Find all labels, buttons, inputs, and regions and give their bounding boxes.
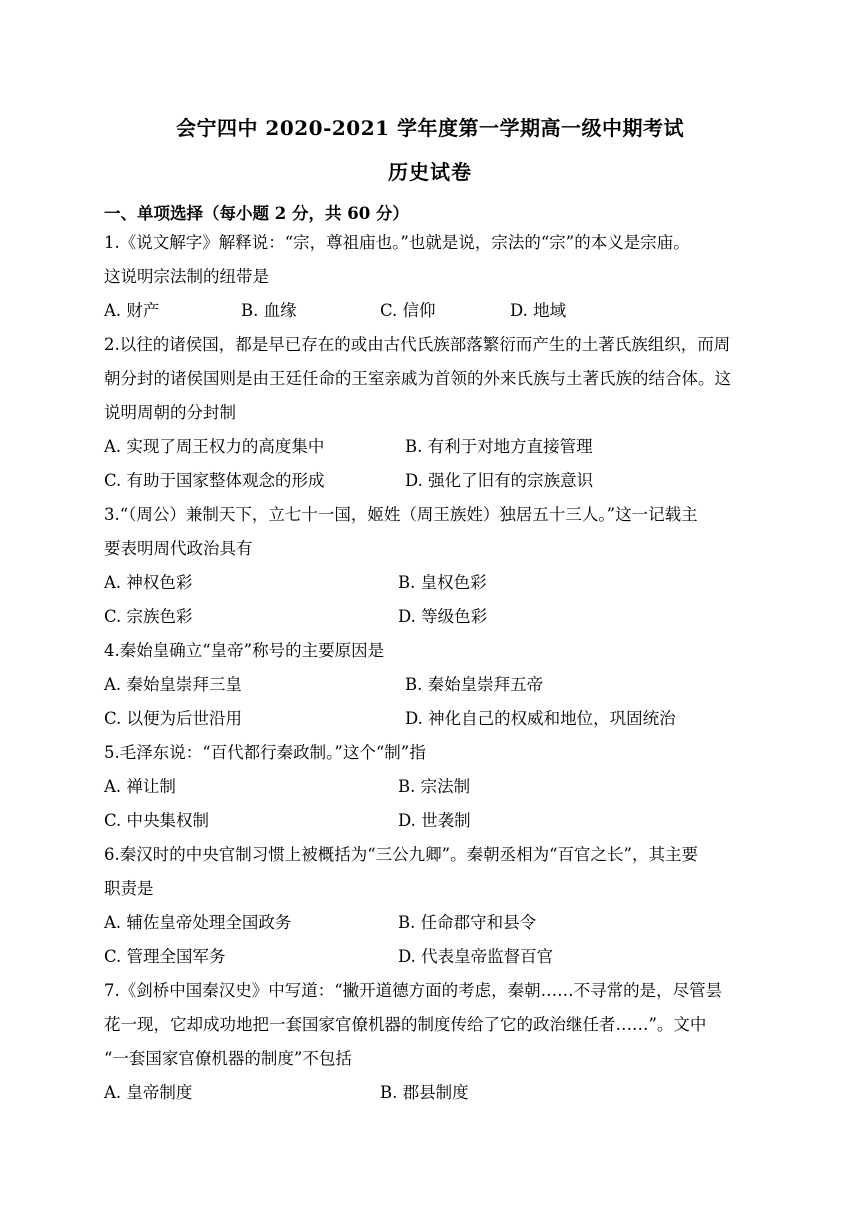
question-4-option-a: A. 秦始皇崇拜三皇 — [104, 675, 242, 694]
question-1-line-1: 1.《说文解字》解释说：“宗，尊祖庙也。”也就是说，宗法的“宗”的本义是宗庙。 — [104, 233, 690, 252]
question-2-line-1: 2.以往的诸侯国，都是早已存在的或由古代氏族部落繁衍而产生的土著氏族组织，而周 — [104, 335, 731, 354]
question-3-option-b: B. 皇权色彩 — [398, 573, 487, 592]
question-6-line-2: 职责是 — [104, 879, 154, 898]
question-2-line-3: 说明周朝的分封制 — [104, 403, 236, 422]
question-4-option-c: C. 以便为后世沿用 — [104, 709, 243, 728]
question-3-option-c: C. 宗族色彩 — [104, 607, 193, 626]
question-2-option-a: A. 实现了周王权力的高度集中 — [104, 437, 325, 456]
question-4-option-b: B. 秦始皇崇拜五帝 — [405, 675, 544, 694]
question-5-option-b: B. 宗法制 — [398, 777, 471, 796]
question-1-line-2: 这说明宗法制的纽带是 — [104, 267, 269, 286]
question-1-option-c: C. 信仰 — [380, 301, 436, 320]
question-6-line-1: 6.秦汉时的中央官制习惯上被概括为“三公九卿”。秦朝丞相为“百官之长”，其主要 — [104, 845, 698, 864]
question-5-option-a: A. 禅让制 — [104, 777, 176, 796]
question-7-line-2: 花一现，它却成功地把一套国家官僚机器的制度传给了它的政治继任者……”。文中 — [104, 1015, 707, 1034]
question-7-line-1: 7.《剑桥中国秦汉史》中写道：“撇开道德方面的考虑，秦朝……不寻常的是，尽管昙 — [104, 981, 723, 1000]
question-6-option-d: D. 代表皇帝监督百官 — [398, 947, 554, 966]
question-6-option-c: C. 管理全国军务 — [104, 947, 226, 966]
question-2-option-b: B. 有利于对地方直接管理 — [405, 437, 593, 456]
question-2-option-c: C. 有助于国家整体观念的形成 — [104, 471, 325, 490]
question-7-option-a: A. 皇帝制度 — [104, 1083, 193, 1102]
question-3-line-2: 要表明周代政治具有 — [104, 539, 253, 558]
exam-title: 会宁四中 2020-2021 学年度第一学期高一级中期考试 — [175, 116, 685, 140]
question-1-option-b: B. 血缘 — [241, 301, 297, 320]
question-2-line-2: 朝分封的诸侯国则是由王廷任命的王室亲戚为首领的外来氏族与土著氏族的结合体。这 — [104, 369, 731, 388]
section-heading: 一、单项选择（每小题 2 分，共 60 分） — [104, 204, 409, 223]
question-5-line-1: 5.毛泽东说：“百代都行秦政制。”这个“制”指 — [104, 743, 426, 762]
question-7-line-3: “一套国家官僚机器的制度”不包括 — [104, 1049, 352, 1068]
question-6-option-a: A. 辅佐皇帝处理全国政务 — [104, 913, 292, 932]
question-4-line-1: 4.秦始皇确立“皇帝”称号的主要原因是 — [104, 641, 385, 660]
question-5-option-d: D. 世袭制 — [398, 811, 471, 830]
question-2-option-d: D. 强化了旧有的宗族意识 — [405, 471, 594, 490]
question-5-option-c: C. 中央集权制 — [104, 811, 210, 830]
question-3-option-a: A. 神权色彩 — [104, 573, 193, 592]
question-3-line-1: 3.“（周公）兼制天下，立七十一国，姬姓（周王族姓）独居五十三人。”这一记载主 — [104, 505, 698, 524]
question-1-option-a: A. 财产 — [104, 301, 160, 320]
exam-subtitle: 历史试卷 — [388, 160, 472, 184]
question-4-option-d: D. 神化自己的权威和地位，巩固统治 — [405, 709, 676, 728]
question-6-option-b: B. 任命郡守和县令 — [398, 913, 537, 932]
question-1-option-d: D. 地域 — [510, 301, 567, 320]
question-7-option-b: B. 郡县制度 — [380, 1083, 469, 1102]
question-3-option-d: D. 等级色彩 — [398, 607, 488, 626]
